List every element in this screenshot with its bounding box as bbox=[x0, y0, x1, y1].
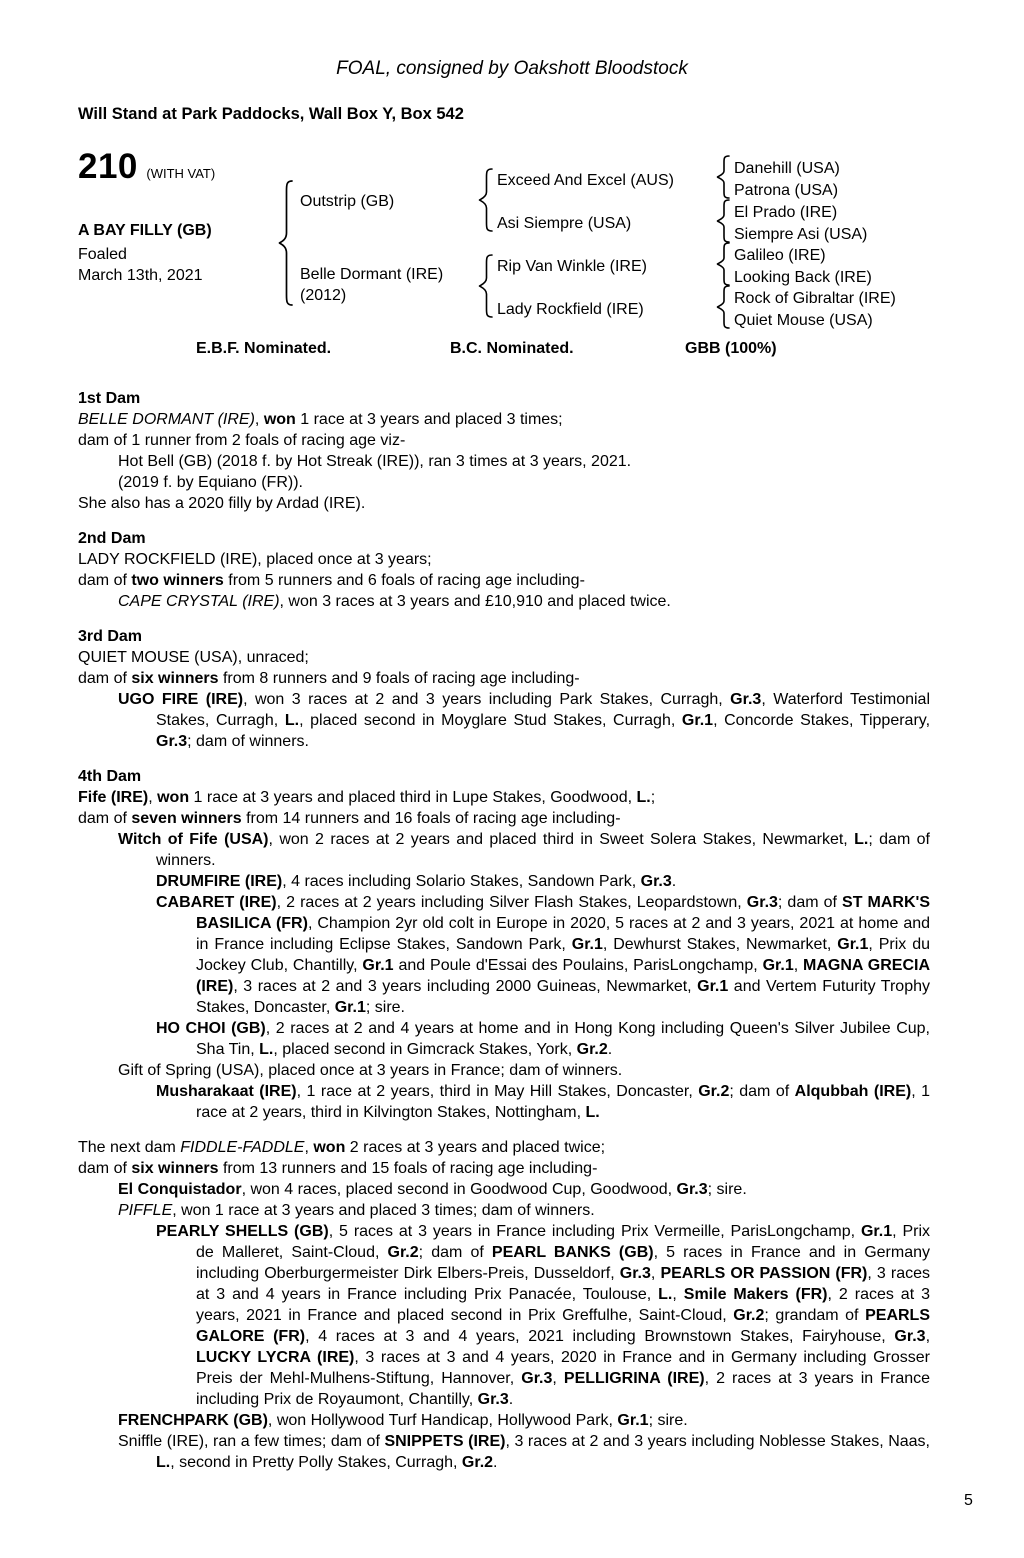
foaled-label: Foaled bbox=[78, 246, 127, 263]
pedigree-paragraph: dam of 1 runner from 2 foals of racing age viz- bbox=[78, 432, 406, 449]
catalog-body bbox=[78, 374, 930, 1473]
pedigree-gen3-name: Quiet Mouse (USA) bbox=[734, 312, 873, 329]
pedigree-paragraph: DRUMFIRE (IRE), 4 races including Solario Stakes, Sandown Park, Gr.3. bbox=[156, 873, 677, 890]
lot-number: 210 bbox=[78, 147, 138, 186]
page-number: 5 bbox=[964, 1492, 973, 1509]
pedigree-gen3-name: Patrona (USA) bbox=[734, 182, 839, 199]
bc-nominated: B.C. Nominated. bbox=[450, 340, 574, 357]
pedigree-paragraph: The next dam FIDDLE-FADDLE, won 2 races at 3 years and placed twice; bbox=[78, 1139, 606, 1156]
pedigree-paragraph: HO CHOI (GB), 2 races at 2 and 4 years at home and in Hong Kong including Queen's Silver Jubilee Cup, Sha Tin, L., placed second in Gimcrack Stakes, York, Gr.2. bbox=[156, 1020, 930, 1058]
pedigree-paragraph: She also has a 2020 filly by Ardad (IRE). bbox=[78, 495, 366, 512]
pedigree-paragraph: El Conquistador, won 4 races, placed second in Goodwood Cup, Goodwood, Gr.3; sire. bbox=[118, 1181, 747, 1198]
ebf-nominated: E.B.F. Nominated. bbox=[196, 340, 332, 357]
gen3-brace-icon bbox=[716, 199, 731, 243]
pedigree-paragraph: QUIET MOUSE (USA), unraced; bbox=[78, 649, 309, 666]
pedigree-paragraph: Fife (IRE), won 1 race at 3 years and placed third in Lupe Stakes, Goodwood, L.; bbox=[78, 789, 656, 806]
page-title: FOAL, consigned by Oakshott Bloodstock bbox=[336, 58, 688, 79]
pedigree-gen3-name: Siempre Asi (USA) bbox=[734, 226, 868, 243]
pedigree-gen3-name: Danehill (USA) bbox=[734, 160, 840, 177]
pedigree-paragraph: Witch of Fife (USA), won 2 races at 2 years and placed third in Sweet Solera Stakes, Newmarket, L.; dam of winners. bbox=[118, 831, 930, 869]
gen3-brace-icon bbox=[716, 242, 731, 286]
lot-line bbox=[78, 147, 216, 186]
pedigree-dam-dam: Lady Rockfield (IRE) bbox=[497, 301, 644, 318]
pedigree-gen3-name: Looking Back (IRE) bbox=[734, 269, 872, 286]
gen2-brace-icon bbox=[478, 254, 494, 318]
pedigree-paragraph: UGO FIRE (IRE), won 3 races at 2 and 3 years including Park Stakes, Curragh, Gr.3, Waterford Testimonial Stakes, Curragh, L., placed second in Moyglare Stud Stakes, Curragh, Gr.1, Concorde Stakes, Tipperary, Gr.3; dam of winners. bbox=[118, 691, 931, 750]
dam-section-heading: 1st Dam bbox=[78, 390, 141, 407]
pedigree-paragraph: (2019 f. by Equiano (FR)). bbox=[118, 474, 303, 491]
pedigree-gen3-name: El Prado (IRE) bbox=[734, 204, 838, 221]
pedigree-paragraph: Musharakaat (IRE), 1 race at 2 years, third in May Hill Stakes, Doncaster, Gr.2; dam of Alqubbah (IRE), 1 race at 2 years, third in Kilvington Stakes, Nottingham, L. bbox=[156, 1083, 931, 1121]
foaled-date: March 13th, 2021 bbox=[78, 267, 203, 284]
gen3-brace-icon bbox=[716, 155, 731, 199]
dam-section-heading: 4th Dam bbox=[78, 768, 142, 785]
gbb-status: GBB (100%) bbox=[685, 340, 777, 357]
pedigree-dam-name: Belle Dormant (IRE) bbox=[300, 266, 444, 283]
pedigree-paragraph: Gift of Spring (USA), placed once at 3 years in France; dam of winners. bbox=[118, 1062, 623, 1079]
pedigree-dam-year: (2012) bbox=[300, 287, 347, 304]
pedigree-paragraph: FRENCHPARK (GB), won Hollywood Turf Handicap, Hollywood Park, Gr.1; sire. bbox=[118, 1412, 688, 1429]
pedigree-paragraph: Sniffle (IRE), ran a few times; dam of SNIPPETS (IRE), 3 races at 2 and 3 years including Noblesse Stakes, Naas, L., second in Pretty Polly Stakes, Curragh, Gr.2. bbox=[118, 1433, 931, 1471]
gen1-brace-icon bbox=[278, 180, 294, 306]
pedigree-paragraph: dam of six winners from 8 runners and 9 foals of racing age including- bbox=[78, 670, 580, 687]
pedigree-gen3-name: Rock of Gibraltar (IRE) bbox=[734, 290, 896, 307]
pedigree-paragraph: LADY ROCKFIELD (IRE), placed once at 3 years; bbox=[78, 551, 432, 568]
pedigree-paragraph: dam of two winners from 5 runners and 6 foals of racing age including- bbox=[78, 572, 585, 589]
gen2-brace-icon bbox=[478, 168, 494, 232]
section-gap bbox=[78, 1123, 930, 1137]
pedigree-gen3-name: Galileo (IRE) bbox=[734, 247, 826, 264]
stand-location: Will Stand at Park Paddocks, Wall Box Y, Box 542 bbox=[78, 105, 464, 123]
pedigree-dam bbox=[300, 264, 443, 306]
pedigree-paragraph: PIFFLE, won 1 race at 3 years and placed 3 times; dam of winners. bbox=[118, 1202, 595, 1219]
vat-note: (WITH VAT) bbox=[146, 166, 216, 181]
pedigree-paragraph: CAPE CRYSTAL (IRE), won 3 races at 3 years and £10,910 and placed twice. bbox=[118, 593, 671, 610]
pedigree-paragraph: CABARET (IRE), 2 races at 2 years including Silver Flash Stakes, Leopardstown, Gr.3; dam of ST MARK'S BASILICA (FR), Champion 2yr old colt in Europe in 2020, 5 races at 2 and 3 years, 2021 at home and in France including Eclipse Stakes, Sandown Park, Gr.1, Dewhurst Stakes, Newmarket, Gr.1, Prix du Jockey Club, Chantilly, Gr.1 and Poule d'Essai des Poulains, ParisLongchamp, Gr.1, MAGNA GRECIA (IRE), 3 races at 2 and 3 years including 2000 Guineas, Newmarket, Gr.1 and Vertem Futurity Trophy Stakes, Doncaster, Gr.1; sire. bbox=[156, 894, 931, 1016]
pedigree-sire-sire: Exceed And Excel (AUS) bbox=[497, 172, 674, 189]
dam-section-heading: 2nd Dam bbox=[78, 530, 146, 547]
pedigree-paragraph: BELLE DORMANT (IRE), won 1 race at 3 years and placed 3 times; bbox=[78, 411, 563, 428]
pedigree-dam-sire: Rip Van Winkle (IRE) bbox=[497, 258, 647, 275]
horse-description: A BAY FILLY (GB) bbox=[78, 222, 212, 239]
pedigree-paragraph: dam of seven winners from 14 runners and 16 foals of racing age including- bbox=[78, 810, 621, 827]
pedigree-paragraph: Hot Bell (GB) (2018 f. by Hot Streak (IRE)), ran 3 times at 3 years, 2021. bbox=[118, 453, 632, 470]
pedigree-paragraph: dam of six winners from 13 runners and 15 foals of racing age including- bbox=[78, 1160, 598, 1177]
gen3-brace-icon bbox=[716, 285, 731, 329]
pedigree-sire-dam: Asi Siempre (USA) bbox=[497, 215, 632, 232]
pedigree-paragraph: PEARLY SHELLS (GB), 5 races at 3 years in France including Prix Vermeille, ParisLongchamp, Gr.1, Prix de Malleret, Saint-Cloud, Gr.2; dam of PEARL BANKS (GB), 5 races in France and in Germany including Oberburgermeister Dirk Elbers-Preis, Dusseldorf, Gr.3, PEARLS OR PASSION (FR), 3 races at 3 and 4 years in France including Prix Panacée, Toulouse, L., Smile Makers (FR), 2 races at 3 years, 2021 in France and placed second in Prix Greffulhe, Saint-Cloud, Gr.2; grandam of PEARLS GALORE (FR), 4 races at 3 and 4 years, 2021 including Brownstown Stakes, Fairyhouse, Gr.3, LUCKY LYCRA (IRE), 3 races at 3 and 4 years, 2020 in France and in Germany including Grosser Preis der Mehl-Mulhens-Stiftung, Hannover, Gr.3, PELLIGRINA (IRE), 2 races at 3 years in France including Prix de Royaumont, Chantilly, Gr.3. bbox=[156, 1223, 931, 1408]
dam-section-heading: 3rd Dam bbox=[78, 628, 143, 645]
pedigree-sire: Outstrip (GB) bbox=[300, 193, 395, 210]
